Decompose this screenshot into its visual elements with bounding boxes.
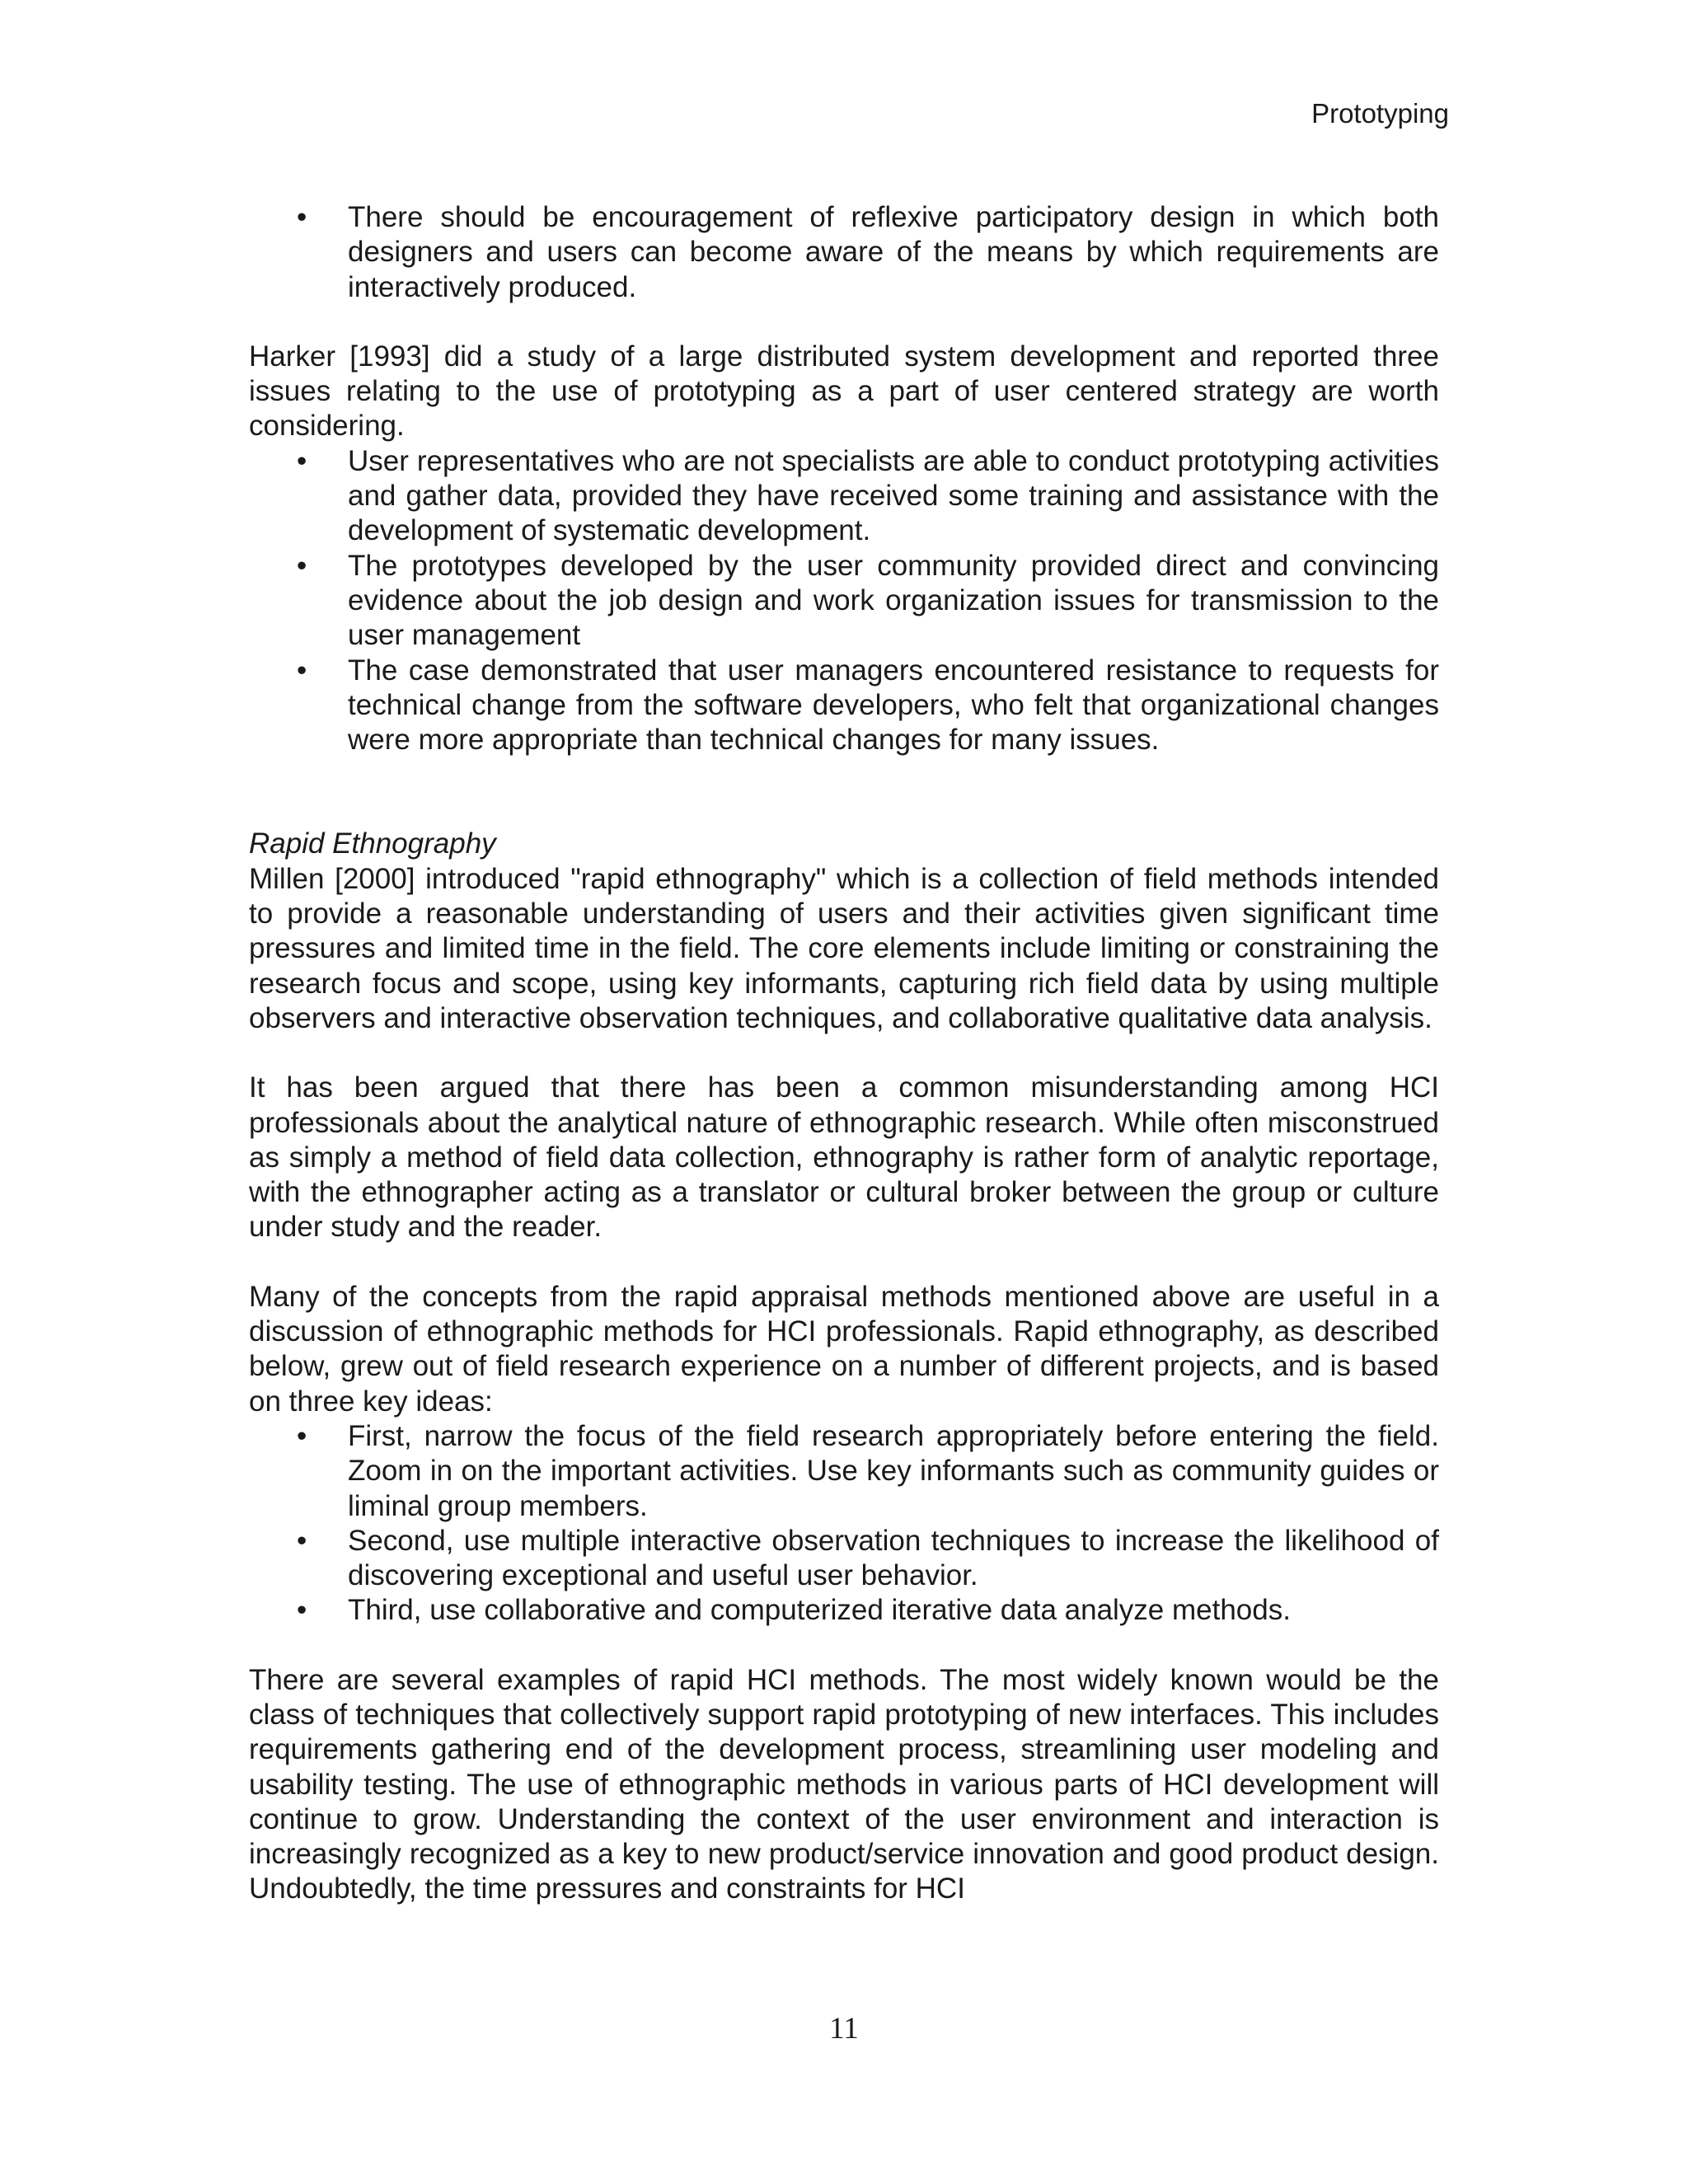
bullet-icon: • xyxy=(297,549,307,582)
list-item xyxy=(297,1524,1439,1594)
paragraph-argued: It has been argued that there has been a common misunderstanding among HCI professionals about the analytical nature of ethnographic research. While often misconstrued as simply a method of field data collection, ethnography is rather form of analytic reportage, with the ethnographer acting as a translator or cultural broker between the group or culture under study and the reader. xyxy=(249,1071,1439,1244)
list-item-text: First, narrow the focus of the field research appropriately before entering the field. Zoom in on the important activities. Use key informants such as community guides or liminal group members. xyxy=(348,1419,1439,1522)
list-item-text: Third, use collaborative and computerized iterative data analyze methods. xyxy=(348,1594,1291,1627)
paragraph-concepts: Many of the concepts from the rapid appraisal methods mentioned above are useful in a discussion of ethnographic methods for HCI professionals. Rapid ethnography, as described below, grew out of field research experience on a number of different projects, and is based on three key ideas: xyxy=(249,1280,1439,1418)
section-heading: Rapid Ethnography xyxy=(249,827,496,860)
list-item xyxy=(297,1419,1439,1524)
list-item-text: Second, use multiple interactive observation techniques to increase the likelihood of discovering exceptional and useful user behavior. xyxy=(348,1524,1439,1592)
bullet-icon: • xyxy=(297,444,307,477)
bullet-icon: • xyxy=(297,1524,307,1557)
page-body xyxy=(249,200,1439,1907)
bullet-list-ideas xyxy=(249,1419,1439,1629)
list-item xyxy=(297,1593,1439,1628)
paragraph-examples: There are several examples of rapid HCI methods. The most widely known would be the class of techniques that collectively support rapid prototyping of new interfaces. This includes requirements gathering end of the development process, streamlining user modeling and usability testing. The use of ethnographic methods in various parts of HCI development will continue to grow. Understanding the context of the user environment and interaction is increasingly recognized as a key to new product/service innovation and good product design. Undoubtedly, the time pressures and constraints for HCI xyxy=(249,1663,1439,1905)
bullet-icon: • xyxy=(297,654,307,687)
paragraph-gap xyxy=(249,1629,1439,1663)
bullet-icon: • xyxy=(297,1594,307,1627)
paragraph-millen: Millen [2000] introduced "rapid ethnography" which is a collection of field methods intended to provide a reasonable understanding of users and their activities given significant time pressures and limited time in the field. The core elements include limiting or constraining the research focus and scope, using key informants, capturing rich field data by using multiple observers and interactive observation techniques, and collaborative qualitative data analysis. xyxy=(249,862,1439,1034)
bullet-list-top xyxy=(249,200,1439,305)
list-item-text: User representatives who are not specialists are able to conduct prototyping activities and gather data, provided they have received some training and assistance with the development of systematic development. xyxy=(348,444,1439,547)
paragraph-gap xyxy=(249,1245,1439,1280)
bullet-icon: • xyxy=(297,1419,307,1452)
bullet-list-harker xyxy=(249,444,1439,758)
list-item-text: The case demonstrated that user managers encountered resistance to requests for technical change from the software developers, who felt that organizational changes were more appropriate than technical changes for many issues. xyxy=(348,654,1439,757)
page-number: 11 xyxy=(829,2012,859,2046)
running-header: Prototyping xyxy=(1311,98,1449,129)
list-item xyxy=(297,549,1439,654)
list-item-text: The prototypes developed by the user community provided direct and convincing evidence about the job design and work organization issues for transmission to the user management xyxy=(348,549,1439,652)
list-item xyxy=(297,444,1439,549)
section-gap xyxy=(249,757,1439,827)
list-item-text: There should be encouragement of reflexive participatory design in which both designers and users can become aware of the means by which requirements are interactively produced. xyxy=(348,201,1439,303)
list-item xyxy=(297,654,1439,758)
paragraph-gap xyxy=(249,1036,1439,1071)
list-item xyxy=(297,200,1439,305)
paragraph-gap xyxy=(249,305,1439,340)
bullet-icon: • xyxy=(297,201,307,233)
paragraph-harker: Harker [1993] did a study of a large distributed system development and reported three issues relating to the use of prototyping as a part of user centered strategy are worth considering. xyxy=(249,340,1439,443)
